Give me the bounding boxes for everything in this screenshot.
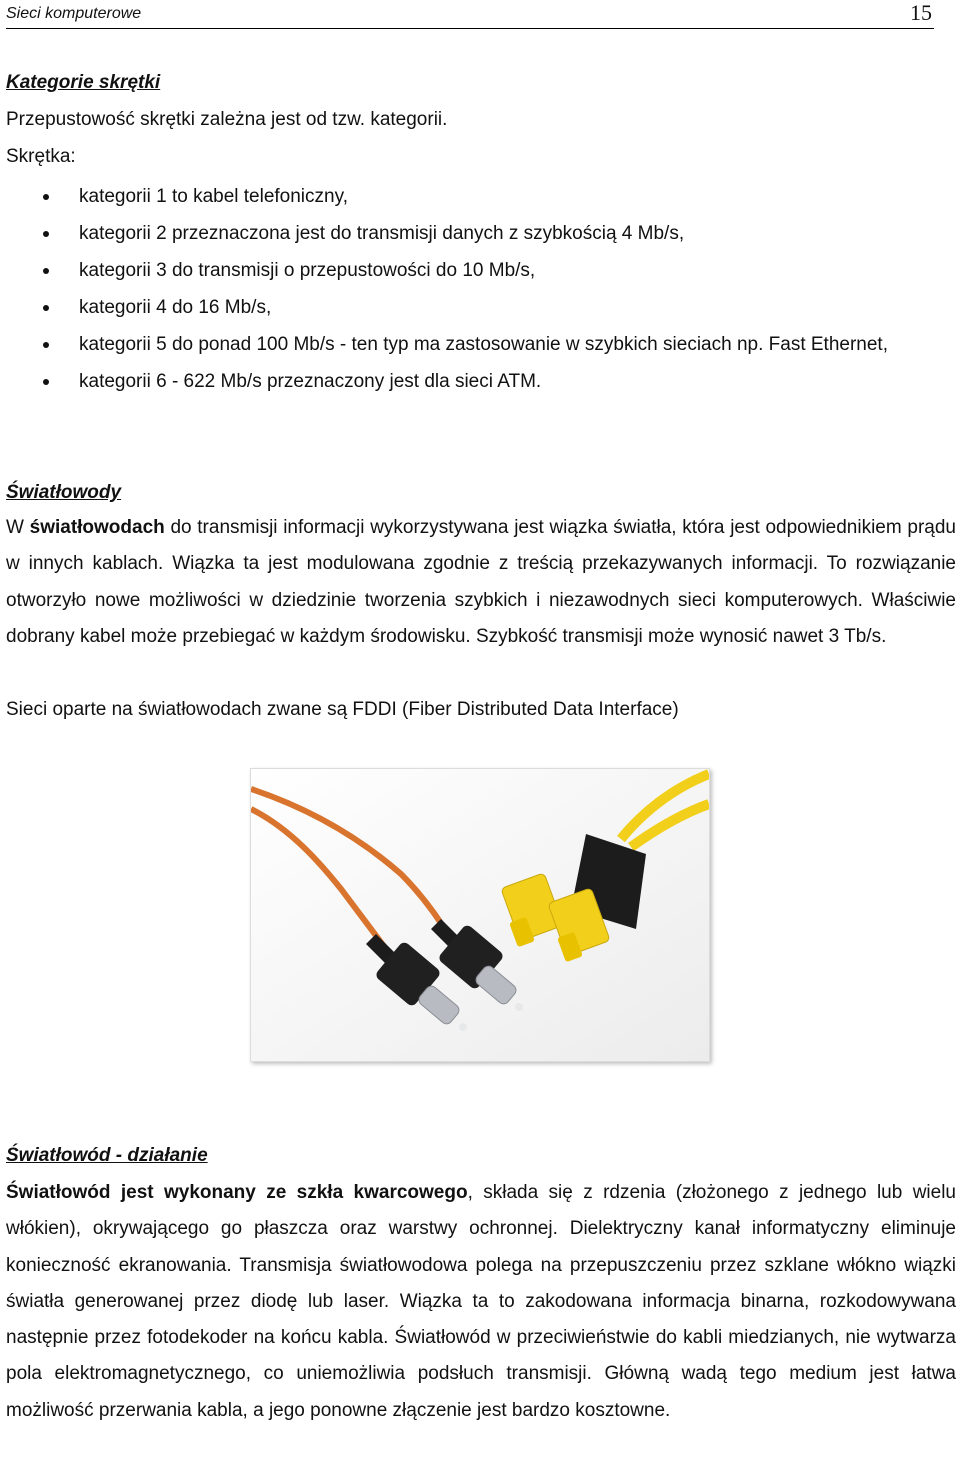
bold-term: światłowodach: [29, 517, 165, 538]
fddi-sentence: Sieci oparte na światłowodach zwane są FDDI (Fiber Distributed Data Interface): [6, 699, 679, 720]
page-header: [6, 0, 934, 29]
section-heading-swiatlowody: Światłowody: [6, 482, 122, 503]
skretka-label: Skrętka:: [6, 146, 76, 167]
kategorie-list: [0, 178, 960, 400]
paragraph-text: , składa się z rdzenia (złożonego z jednego lub wielu włókien), okrywającego go płaszcza oraz warstwy ochronnej. Dielektryczny kanał informatyczny eliminuje konieczność ekranowania. Transmisja światłowodowa polega na przepuszczeniu przez szklane włókno wiązki światła generowanej przez diodę lub laser. Wiązka ta to zakodowana informacja binarna, rozkodowywana następnie przez fotodekoder na końcu kabla. Światłowód w przeciwieństwie do kabli miedzianych, nie wytwarza pola elektromagnetycznego, co uniemożliwia podsłuch transmisji. Główną wadą tego medium jest łatwa możliwość przerwania kabla, a jego ponowne złączenie jest bardzo kosztowne.: [6, 1182, 956, 1421]
section-heading-dzialanie: Światłowód - działanie: [6, 1145, 208, 1166]
list-item: kategorii 3 do transmisji o przepustowości do 10 Mb/s,: [0, 252, 957, 289]
section-heading-kategorie: Kategorie skrętki: [6, 72, 161, 93]
dzialanie-paragraph: [6, 1175, 956, 1429]
kategorie-intro: Przepustowość skrętki zależna jest od tzw. kategorii.: [6, 109, 448, 130]
list-item: kategorii 1 to kabel telefoniczny,: [0, 178, 957, 215]
list-item: kategorii 4 do 16 Mb/s,: [0, 289, 957, 326]
swiatlowody-paragraph: [6, 510, 956, 655]
list-item: kategorii 2 przeznaczona jest do transmisji danych z szybkością 4 Mb/s,: [0, 215, 957, 252]
paragraph-text: do transmisji informacji wykorzystywana jest wiązka światła, która jest odpowiednikiem prądu w innych kablach. Wiązka ta jest modulowana zgodnie z treścią przekazywanych informacji. To rozwiązanie otworzyło nowe możliwości w dziedzinie tworzenia szybkich i niezawodnych sieci komputerowych. Właściwie dobrany kabel może przebiegać w każdym środowisku. Szybkość transmisji może wynosić nawet 3 Tb/s.: [6, 517, 956, 647]
paragraph-text: W: [6, 517, 30, 538]
bold-lead: Światłowód jest wykonany ze szkła kwarcowego: [6, 1182, 468, 1203]
list-item: kategorii 6 - 622 Mb/s przeznaczony jest dla sieci ATM.: [0, 363, 957, 400]
list-item: kategorii 5 do ponad 100 Mb/s - ten typ ma zastosowanie w szybkich sieciach np. Fast Ethernet,: [0, 326, 957, 363]
header-title: Sieci komputerowe: [6, 5, 142, 22]
fiber-connector-illustration: [251, 769, 709, 1061]
page-number: 15: [910, 0, 932, 25]
fiber-connectors-image: [250, 768, 710, 1062]
